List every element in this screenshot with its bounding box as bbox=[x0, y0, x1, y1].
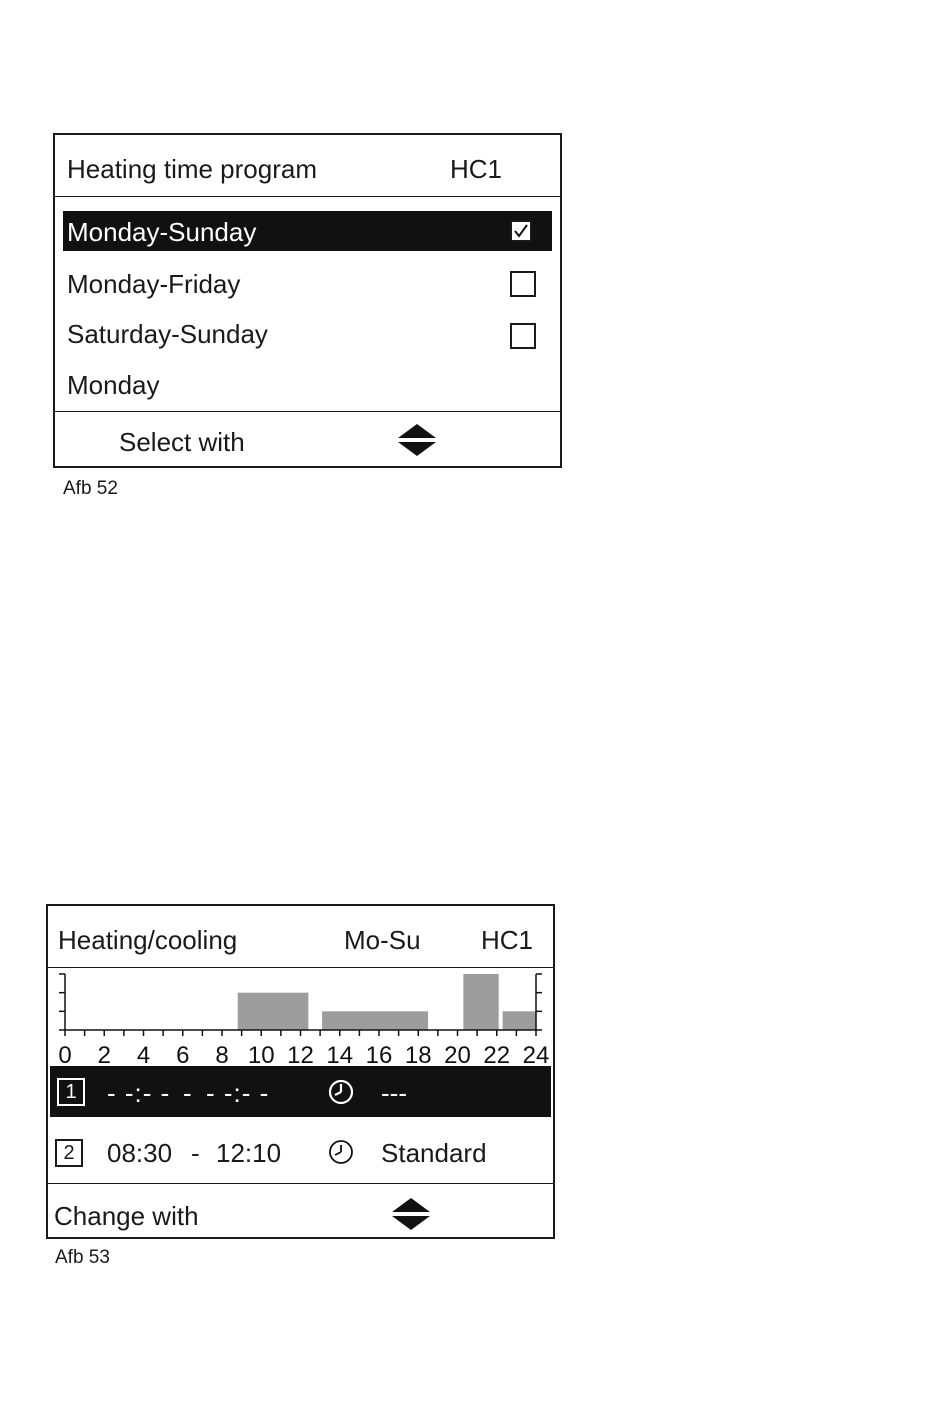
schedule-chart bbox=[48, 968, 553, 1066]
period-row-1[interactable] bbox=[50, 1066, 551, 1117]
checkbox-unchecked[interactable] bbox=[510, 271, 536, 297]
chart-tick-label: 20 bbox=[444, 1042, 471, 1066]
chart-tick-label: 24 bbox=[522, 1042, 550, 1066]
period-end-time[interactable]: 12:10 bbox=[216, 1138, 282, 1168]
chart-tick-label: 16 bbox=[365, 1042, 393, 1066]
figure-caption: Afb 53 bbox=[55, 1247, 110, 1268]
up-down-arrows-icon bbox=[396, 422, 438, 458]
period-end-time[interactable]: - -:- - bbox=[206, 1078, 270, 1108]
up-down-arrows-icon bbox=[390, 1196, 432, 1232]
chart-tick-label: 6 bbox=[176, 1042, 190, 1066]
list-item-saturday-sunday[interactable] bbox=[63, 313, 552, 353]
period-number: 1 bbox=[57, 1078, 85, 1106]
footer-divider bbox=[48, 1183, 553, 1184]
list-item-label: Monday-Sunday bbox=[67, 217, 257, 247]
checkbox-unchecked[interactable] bbox=[510, 323, 536, 349]
clock-icon bbox=[327, 1138, 355, 1166]
chart-tick-label: 10 bbox=[247, 1042, 275, 1066]
schedule-bar-2 bbox=[322, 1011, 428, 1030]
schedule-bar-3 bbox=[463, 974, 498, 1030]
header-divider bbox=[55, 196, 560, 197]
schedule-bar-1 bbox=[238, 993, 309, 1030]
heating-circuit-label: HC1 bbox=[481, 925, 534, 955]
chart-tick-label: 12 bbox=[287, 1042, 314, 1066]
checkmark-icon bbox=[513, 223, 529, 239]
period-start-time[interactable]: - -:- - bbox=[107, 1078, 171, 1108]
chart-tick-label: 14 bbox=[326, 1042, 354, 1066]
list-item-label: Monday bbox=[67, 370, 160, 400]
chart-tick-label: 18 bbox=[404, 1042, 432, 1066]
schedule-bar-4 bbox=[503, 1011, 536, 1030]
chart-tick-label: 8 bbox=[215, 1042, 229, 1066]
checkbox-checked[interactable] bbox=[510, 220, 532, 242]
screen-title: Heating/cooling bbox=[58, 925, 238, 955]
time-program-screen bbox=[53, 133, 562, 468]
list-item-label: Monday-Friday bbox=[67, 269, 241, 299]
list-item-monday[interactable] bbox=[63, 364, 552, 404]
list-item-monday-sunday[interactable] bbox=[63, 211, 552, 251]
screen-title: Heating time program bbox=[67, 154, 317, 184]
list-item-monday-friday[interactable] bbox=[63, 263, 552, 303]
list-item-label: Saturday-Sunday bbox=[67, 319, 268, 349]
chart-tick-label: 2 bbox=[97, 1042, 111, 1066]
footer-hint: Change with bbox=[54, 1201, 199, 1231]
heating-circuit-label: HC1 bbox=[450, 154, 503, 184]
period-mode[interactable]: --- bbox=[381, 1078, 407, 1108]
heating-cooling-screen bbox=[46, 904, 555, 1239]
clock-icon bbox=[327, 1078, 355, 1106]
footer-divider bbox=[55, 411, 560, 412]
period-dash: - bbox=[191, 1138, 200, 1168]
period-mode[interactable]: Standard bbox=[381, 1138, 487, 1168]
period-number: 2 bbox=[55, 1139, 83, 1167]
figure-caption: Afb 52 bbox=[63, 478, 118, 499]
chart-tick-label: 22 bbox=[483, 1042, 511, 1066]
chart-tick-label: 0 bbox=[58, 1042, 72, 1066]
chart-tick-label: 4 bbox=[136, 1042, 151, 1066]
footer-hint: Select with bbox=[119, 427, 245, 457]
day-range-label: Mo-Su bbox=[344, 925, 421, 955]
period-start-time[interactable]: 08:30 bbox=[107, 1138, 173, 1168]
period-row-2[interactable] bbox=[50, 1127, 551, 1177]
period-dash: - bbox=[183, 1078, 192, 1108]
